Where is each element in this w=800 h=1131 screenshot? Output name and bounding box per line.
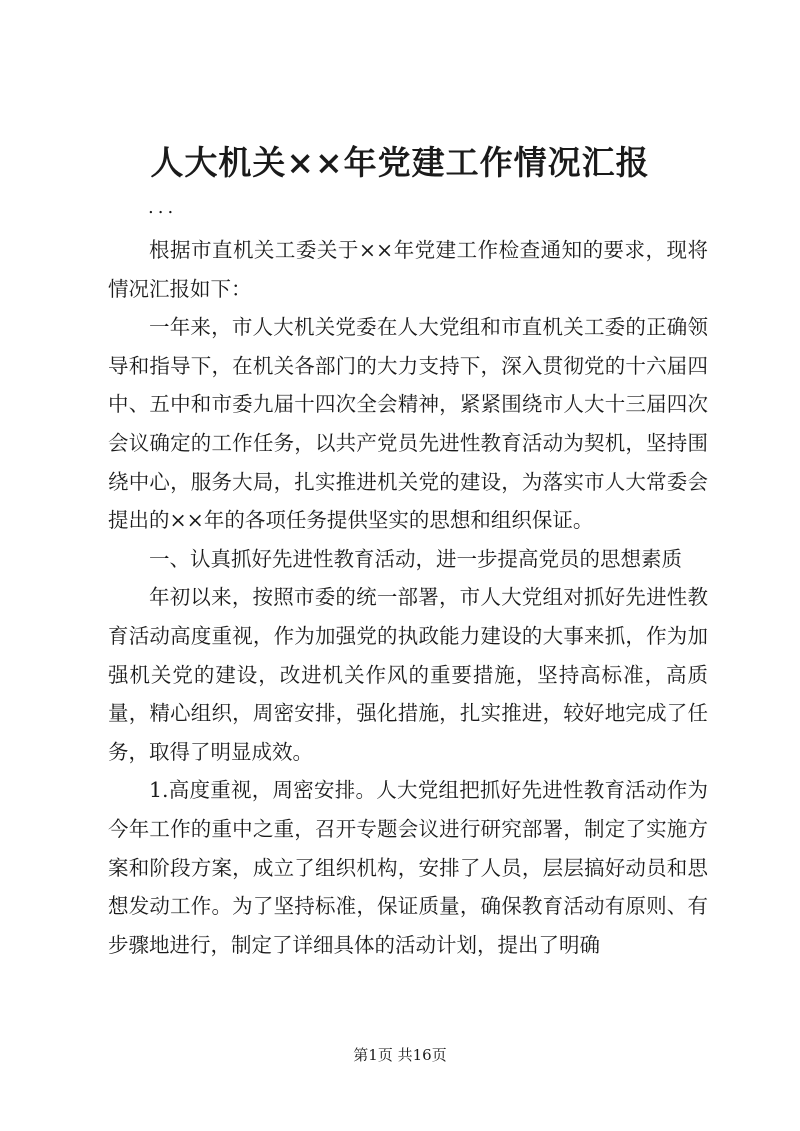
section-heading-1: 一、认真抓好先进性教育活动，进一步提高党员的思想素质 <box>149 546 682 571</box>
paragraph-section-1: 年初以来，按照市委的统一部署，市人大党组对抓好先进性教育活动高度重视，作为加强党的执政能力建设的大事来抓，作为加强机关党的建设，改进机关作风的重要措施，坚持高标准，高质量，精心组织，周密安排，强化措施，扎实推进，较好地完成了任务，取得了明显成效。 <box>108 585 708 764</box>
paragraph-intro: 根据市直机关工委关于××年党建工作检查通知的要求，现将情况汇报如下： <box>108 238 708 301</box>
page-footer: 第1页 共16页 <box>353 1046 447 1064</box>
paragraph-item-1: 1.高度重视，周密安排。人大党组把抓好先进性教育活动作为今年工作的重中之重，召开专题会议进行研究部署，制定了实施方案和阶段方案，成立了组织机构，安排了人员，层层搞好动员和思想发动工作。为了坚持标准，保证质量，确保教育活动有原则、有步骤地进行，制定了详细具体的活动计划，提出了明确 <box>108 778 708 957</box>
document-title: 人大机关××年党建工作情况汇报 <box>150 143 650 182</box>
ellipsis-marker: ... <box>148 197 178 218</box>
document-body <box>108 231 708 964</box>
paragraph-overview: 一年来，市人大机关党委在人大党组和市直机关工委的正确领导和指导下，在机关各部门的大力支持下，深入贯彻党的十六届四中、五中和市委九届十四次全会精神，紧紧围绕市人大十三届四次会议确定的工作任务，以共产党员先进性教育活动为契机，坚持围绕中心，服务大局，扎实推进机关党的建设，为落实市人大常委会提出的××年的各项任务提供坚实的思想和组织保证。 <box>108 315 708 533</box>
